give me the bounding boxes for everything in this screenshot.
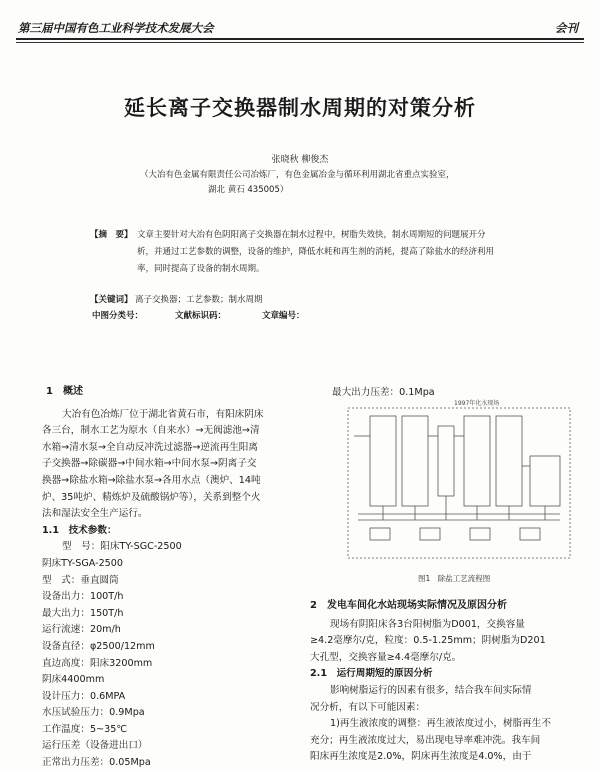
abstract-line-3: 率，同时提高了设备的制水周期。 [137,264,265,274]
paragraph-line: 况分析，有以下可能因素： [310,701,426,713]
section-2-heading: 2 发电车间化水站现场实际情况及原因分析 [310,600,507,611]
pump-3 [470,528,490,540]
paragraph-line: 水箱→清水泵→全自动反冲洗过滤器→逆流再生阳离 [42,441,258,453]
header-rule-thin [16,42,584,43]
param-flow-rate: 运行流速：20m/h [42,624,121,636]
param-height-cation: 直边高度：阳床3200mm [42,657,153,669]
paragraph-line: 子交换器→除碳器→中间水箱→中间水泵→阴离子交 [42,458,257,470]
param-max-output: 最大出力：150T/h [42,607,124,619]
param-output: 设备出力：100T/h [42,591,124,603]
figure-caption: 图1 除盐工艺流程图 [418,574,491,583]
subsection-1-1-heading: 1.1 技术参数： [42,524,117,536]
paragraph-line: 炉、35吨炉、精炼炉及硫酸锅炉等），关系到整个火 [42,491,261,503]
right-column [310,598,590,766]
running-header-conference: 第三届中国有色工业科学技术发展大会 [18,21,214,35]
decarbonator [438,426,454,496]
process-flow-figure [330,396,588,568]
pump-2 [420,528,440,540]
paragraph-line: 法和湿法安全生产运行。 [42,508,148,520]
param-max-diff: 最大出力压差：0.1Mpa [332,387,435,398]
paragraph-line: 1)再生液浓度的调整：再生液浓度过小，树脂再生不 [330,718,551,730]
abstract-line-2: 析，并通过工艺参数的调整，设备的维护，降低水耗和再生剂的消耗，提高了除盐水的经济利用 [137,247,495,257]
param-normal-diff: 正常出力压差：0.05Mpa [42,757,151,769]
param-temperature: 工作温度：5~35℃ [42,723,128,735]
param-pressure-diff: 运行压差（设备进出口） [42,740,148,752]
keywords-label: 【关键词】 [90,295,133,305]
process-flow-diagram [330,396,588,568]
document-code: 文献标识码： [175,311,227,321]
pump-4 [520,528,540,540]
clc-number: 中图分类号： [92,311,144,321]
paper-title: 延长离子交换器制水周期的对策分析 [124,96,476,120]
section-1-heading: 1 概述 [46,386,83,397]
param-test-pressure: 水压试验压力：0.9Mpa [42,707,145,719]
paragraph-line: 现场有阴阳床各3台阳树脂为D001，交换容量 [330,618,525,630]
param-design-pressure: 设计压力：0.6MPA [42,690,126,702]
running-header-journal: 会刊 [555,21,578,35]
affiliation-line-1: （大冶有色金属有限责任公司冶炼厂，有色金属冶金与循环利用湖北省重点实验室， [140,170,455,180]
paragraph-line: 大孔型，交换容量≥4.4毫摩尔/克。 [310,651,462,663]
pump-1 [370,528,390,540]
cation-exchanger-2 [402,416,428,506]
figure-inner-title: 1997年化水现场 [454,400,500,407]
param-diameter: 设备直径：φ2500/12mm [42,640,155,652]
param-model: 型 号：阳床TY-SGC-2500 [62,541,182,553]
affiliation-line-2: 湖北 黄石 435005） [208,185,289,195]
paragraph-line: 大冶有色冶炼厂位于湖北省黄石市，有阳床阴床 [62,408,264,420]
param-type: 型 式：垂直圆筒 [42,574,119,586]
subsection-2-1-heading: 2.1 运行周期短的原因分析 [310,668,433,680]
anion-exchanger-1 [464,416,490,506]
anion-exchanger-2 [496,416,522,506]
param-model-anion: 阴床TY-SGA-2500 [42,557,123,569]
article-number: 文章编号： [262,311,305,321]
paragraph-line: 各三台，制水工艺为原水（自来水）→无阀滤池→清 [42,425,260,437]
paragraph-line: 阳床再生浓度是2.0%，阴床再生浓度是4.0%，由于 [310,751,532,763]
paragraph-line: 影响树脂运行的因素有很多，结合我车间实际情 [330,684,532,696]
demineralized-tank [530,456,560,506]
paragraph-line: ≥4.2毫摩尔/克，粒度：0.5-1.25mm；阴树脂为D201 [310,635,546,647]
authors: 张晓秋 柳俊杰 [271,155,329,165]
paragraph-line: 充分；再生液浓度过大，易出现电导率难冲洗。我车间 [310,734,541,746]
keywords-text: 离子交换器；工艺参数；制水周期 [135,295,263,305]
cation-exchanger-1 [370,416,396,506]
plant-boundary [348,408,570,558]
header-rule [16,38,584,40]
abstract-label: 【摘 要】 [90,230,133,240]
abstract-line-1: 文章主要针对大冶有色阴阳离子交换器在制水过程中，树脂失效快，制水周期短的问题展开分 [137,230,486,240]
paragraph-line: 换器→除盐水箱→除盐水泵→各用水点（澳炉、14吨 [42,474,261,486]
left-column [42,384,307,772]
param-height-anion: 阴床4400mm [42,674,105,686]
